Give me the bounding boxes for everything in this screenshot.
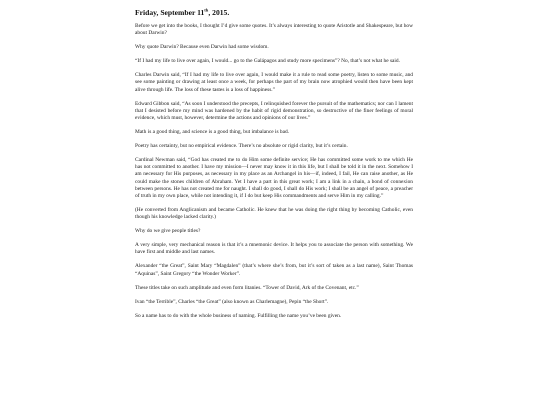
paragraph: Why do we give people titles?	[135, 228, 201, 235]
paragraph: Alexander “the Great”, Saint Mary “Magdalen” (that’s where she’s from, but it’s sort of taken as a last name), Saint Thomas “Aquinas”, Saint Gregory “the Wonder Worker”.	[135, 263, 413, 277]
document-heading	[135, 8, 413, 17]
paragraph: Charles Darwin said, “If I had my life to live over again, I would make it a rule to read some poetry, listen to some music, and see some painting or drawing at least once a week, for perhaps the part of my brain now atrophied would then have been kept alive through life. The loss of these tastes is a loss of happiness.”	[135, 72, 413, 93]
paragraph: Math is a good thing, and science is a good thing, but imbalance is bad.	[135, 129, 290, 136]
paragraph: Why quote Darwin? Because even Darwin had some wisdom.	[135, 44, 269, 51]
paragraph: Before we get into the books, I thought I’d give some quotes. It’s always interesting to quote Aristotle and Shakespeare, but how about Darwin?	[135, 23, 413, 37]
paragraph: Poetry has certainty, but no empirical evidence. There’s no absolute or rigid clarity, but it’s certain.	[135, 143, 348, 150]
paragraph: (He converted from Anglicanism and became Catholic. He knew that he was doing the right thing by becoming Catholic, even though his knowledge lacked clarity.)	[135, 207, 413, 221]
paragraph: So a name has to do with the whole business of naming. Fulfilling the name you’ve been given.	[135, 312, 342, 319]
paragraph: Cardinal Newman said, “God has created me to do Him some definite service; He has committed some work to me which He has not committed to another. I have my mission—I never may know it in this life, but I shall be told it in the next. Somehow I am necessary for His purposes, as necessary in my place as an Archangel in his—if, indeed, I fail, He can raise another, as He could make the stones children of Abraham. Yet I have a part in this great work; I am a link in a chain, a bond of connexion between persons. He has not created me for naught. I shall do good, I shall do His work; I shall be an angel of peace, a preacher of truth in my own place, while not intending it, if I do but keep His commandments and serve Him in my calling.”	[135, 157, 413, 200]
paragraph: “If I had my life to live over again, I would... go to the Galápagos and study more specimens”? No, that’s not what he said.	[135, 58, 400, 65]
heading-year: , 2015.	[208, 8, 230, 17]
paragraph: These titles take on such amplitude and even form litanies. “Tower of David, Ark of the Covenant, etc.”	[135, 284, 359, 291]
paragraph: Ivan “the Terrible”, Charles “the Great” (also known as Charlemagne), Pepin “the Short”.	[135, 298, 329, 305]
paragraph: Edward Gibbon said, “As soon I understood the precepts, I relinquished forever the pursuit of the mathematics; nor can I lament that I desisted before my mind was hardened by the habit of rigid demonstration, so destructive of the finer feelings of moral evidence, which must, however, determine the actions and opinions of our lives.”	[135, 100, 413, 122]
heading-ordinal: th	[204, 7, 209, 13]
document-body	[135, 8, 413, 327]
paragraph: A very simple, very mechanical reason is that it’s a mnemonic device. It helps you to associate the person with something. We have first and middle and last names.	[135, 242, 413, 256]
heading-date: Friday, September 11	[135, 8, 205, 17]
